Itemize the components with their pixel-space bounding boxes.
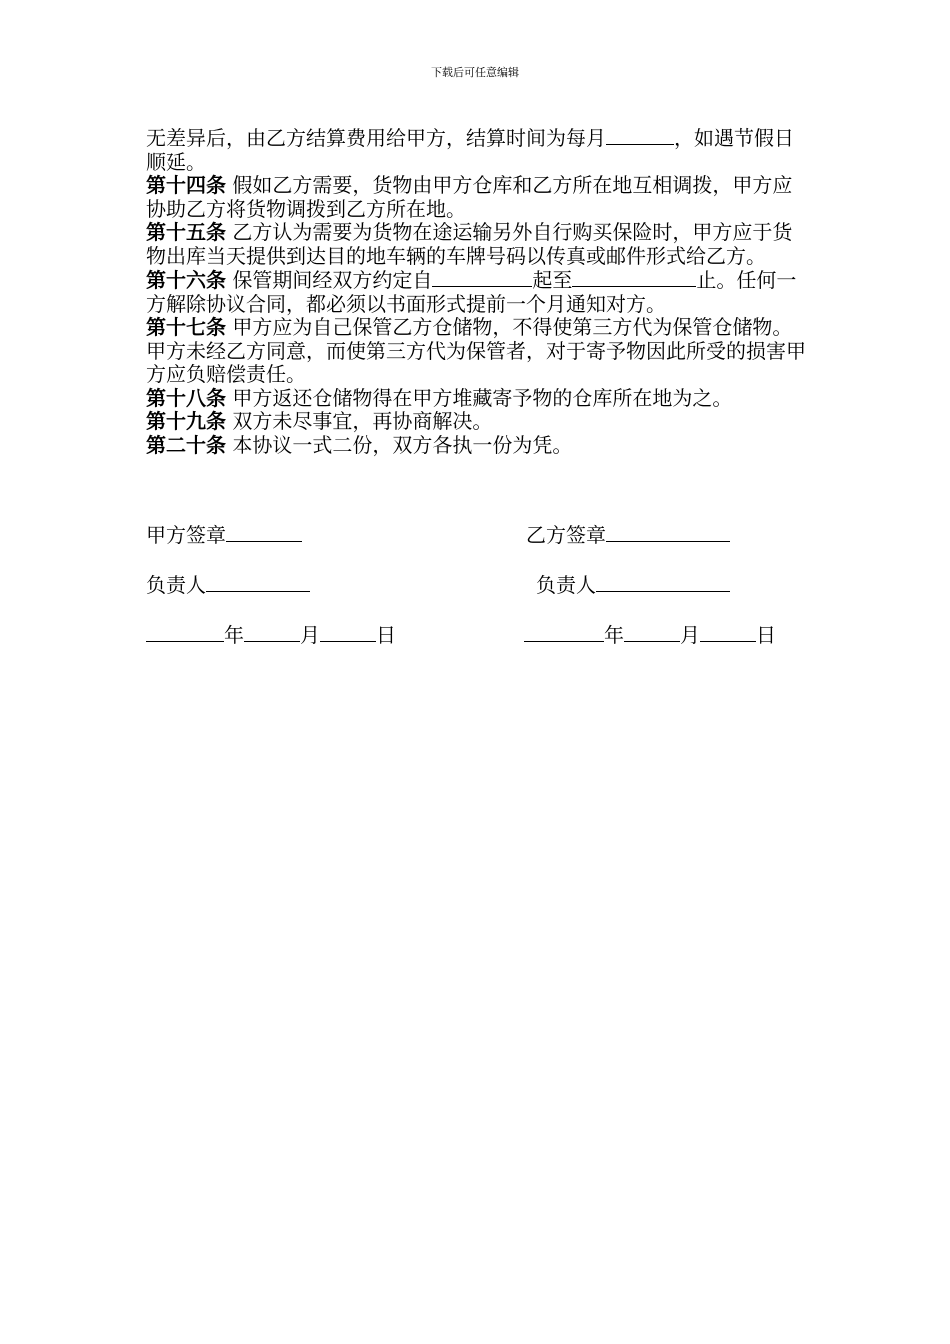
article-16-text-a: 保管期间经双方约定自	[232, 268, 433, 292]
date-a-day-label: 日	[376, 623, 396, 647]
article-17	[146, 316, 810, 387]
settlement-text-a: 无差异后，由乙方结算费用给甲方，结算时间为每月	[146, 126, 606, 150]
party-a-seal	[146, 522, 302, 548]
article-14-label: 第十四条	[146, 173, 226, 197]
seal-row	[146, 522, 810, 548]
article-14-text: 假如乙方需要，货物由甲方仓库和乙方所在地互相调拨，甲方应协助乙方将货物调拨到乙方所在地。	[146, 173, 793, 221]
article-20	[146, 434, 810, 458]
party-b-seal-label: 乙方签章	[526, 523, 606, 547]
responsible-b-label: 负责人	[536, 573, 596, 597]
date-b-year-blank	[524, 622, 604, 642]
article-16	[146, 268, 810, 316]
article-15-text: 乙方认为需要为货物在途运输另外自行购买保险时，甲方应于货物出库当天提供到达目的地车辆的车牌号码以传真或邮件形式给乙方。	[146, 220, 793, 268]
paragraph-settlement	[146, 126, 810, 174]
article-20-text: 本协议一式二份，双方各执一份为凭。	[232, 432, 573, 457]
article-19	[146, 410, 810, 434]
party-a-seal-blank	[226, 522, 302, 542]
responsible-b-blank	[596, 572, 730, 592]
date-b-year-label: 年	[604, 623, 624, 647]
settlement-text-b: ，如遇节假日顺延。	[146, 126, 794, 174]
settlement-blank	[606, 126, 674, 145]
party-b-seal-blank	[606, 522, 730, 542]
date-b	[524, 622, 776, 648]
date-row	[146, 622, 810, 648]
date-b-month-label: 月	[680, 623, 700, 647]
date-b-month-blank	[624, 622, 680, 642]
page-header: 下载后可任意编辑	[431, 66, 519, 79]
responsible-row	[146, 572, 810, 598]
article-20-label: 第二十条	[146, 432, 226, 457]
end-date-blank	[572, 268, 696, 287]
party-b-seal	[526, 522, 730, 548]
date-a-year-label: 年	[224, 623, 244, 647]
article-17-text: 甲方应为自己保管乙方仓储物，不得使第三方代为保管仓储物。甲方未经乙方同意，而使第三方代为保管者，对于寄予物因此所受的损害甲方应负赔偿责任。	[146, 315, 806, 386]
article-18-text: 甲方返还仓储物得在甲方堆藏寄予物的仓库所在地为之。	[232, 385, 733, 410]
article-14	[146, 174, 810, 221]
date-a	[146, 622, 396, 648]
contract-body	[146, 126, 810, 457]
article-16-text-c: 止。任何一方解除协议合同，都必须以书面形式提前一个月通知对方。	[146, 268, 797, 316]
article-16-text-b: 起至	[532, 268, 573, 292]
date-a-month-blank	[244, 622, 300, 642]
article-15-label: 第十五条	[146, 220, 226, 244]
article-15	[146, 221, 810, 268]
responsible-b	[536, 572, 730, 598]
date-b-day-label: 日	[756, 623, 776, 647]
responsible-a-label: 负责人	[146, 573, 206, 597]
article-16-label: 第十六条	[146, 268, 226, 292]
party-a-seal-label: 甲方签章	[146, 523, 226, 547]
article-19-label: 第十九条	[146, 409, 226, 433]
article-18	[146, 387, 810, 411]
date-a-month-label: 月	[300, 623, 320, 647]
article-19-text: 双方未尽事宜，再协商解决。	[232, 409, 493, 433]
article-18-label: 第十八条	[146, 385, 226, 410]
date-a-year-blank	[146, 622, 224, 642]
date-b-day-blank	[700, 622, 756, 642]
start-date-blank	[432, 268, 532, 287]
responsible-a-blank	[206, 572, 310, 592]
article-17-label: 第十七条	[146, 315, 226, 339]
date-a-day-blank	[320, 622, 376, 642]
responsible-a	[146, 572, 310, 598]
